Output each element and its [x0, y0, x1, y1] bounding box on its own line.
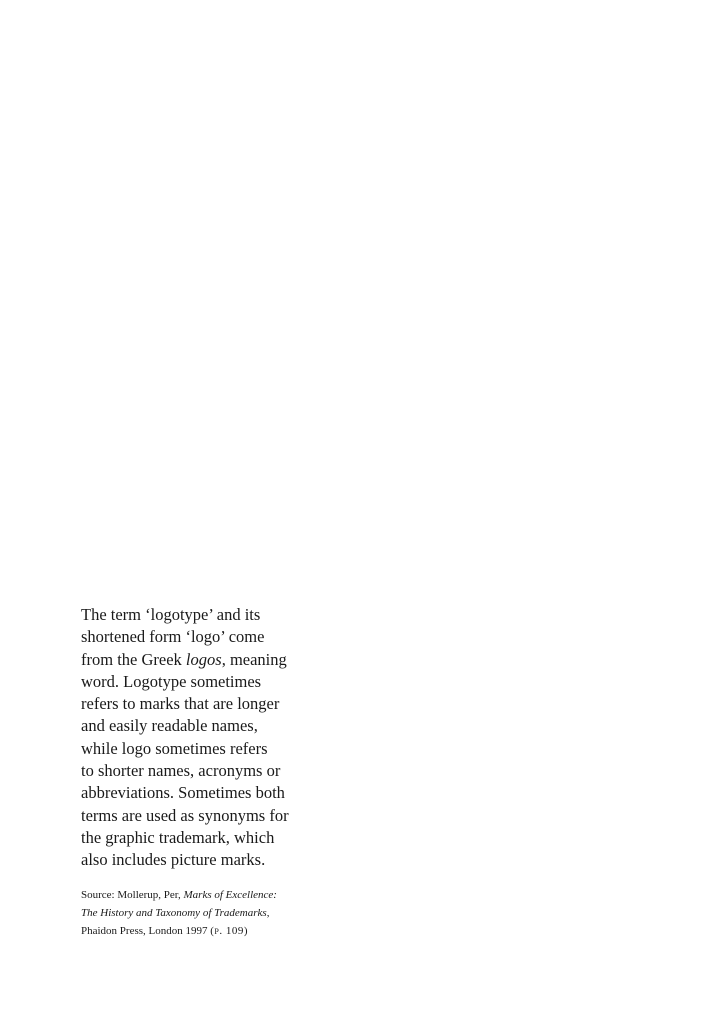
- line-text-start: from the Greek: [81, 649, 186, 669]
- citation-line: [81, 886, 311, 904]
- paragraph-line: word. Logotype sometimes: [81, 671, 262, 691]
- line-text-end: , meaning: [221, 649, 287, 669]
- citation-page: (p. 109): [210, 924, 249, 937]
- paragraph-line: [81, 649, 311, 671]
- citation-author: Source: Mollerup, Per,: [81, 888, 184, 901]
- citation-subtitle: The History and Taxonomy of Trademarks: [81, 906, 267, 919]
- paragraph-line: shortened form ‘logo’ come: [81, 627, 265, 647]
- body-paragraph: [81, 604, 311, 872]
- paragraph-line: The term ‘logotype’ and its: [81, 605, 261, 624]
- text-block: [81, 604, 311, 940]
- paragraph-line: also includes picture marks.: [81, 850, 266, 870]
- source-citation: [81, 886, 311, 940]
- italic-term-logos: logos: [185, 649, 222, 669]
- citation-title: Marks of Excellence:: [183, 888, 277, 901]
- citation-publisher: Phaidon Press, London 1997: [81, 924, 211, 937]
- paragraph-line: while logo sometimes refers: [81, 738, 268, 758]
- paragraph-line: abbreviations. Sometimes both: [81, 783, 285, 803]
- paragraph-line: and easily readable names,: [81, 716, 258, 736]
- paragraph-line: terms are used as synonyms for: [81, 805, 289, 825]
- paragraph-line: the graphic trademark, which: [81, 827, 275, 847]
- paragraph-line: refers to marks that are longer: [81, 694, 280, 714]
- citation-punctuation: ,: [266, 906, 270, 919]
- paragraph-line: to shorter names, acronyms or: [81, 761, 281, 781]
- citation-line: [81, 922, 311, 940]
- citation-line: [81, 904, 311, 922]
